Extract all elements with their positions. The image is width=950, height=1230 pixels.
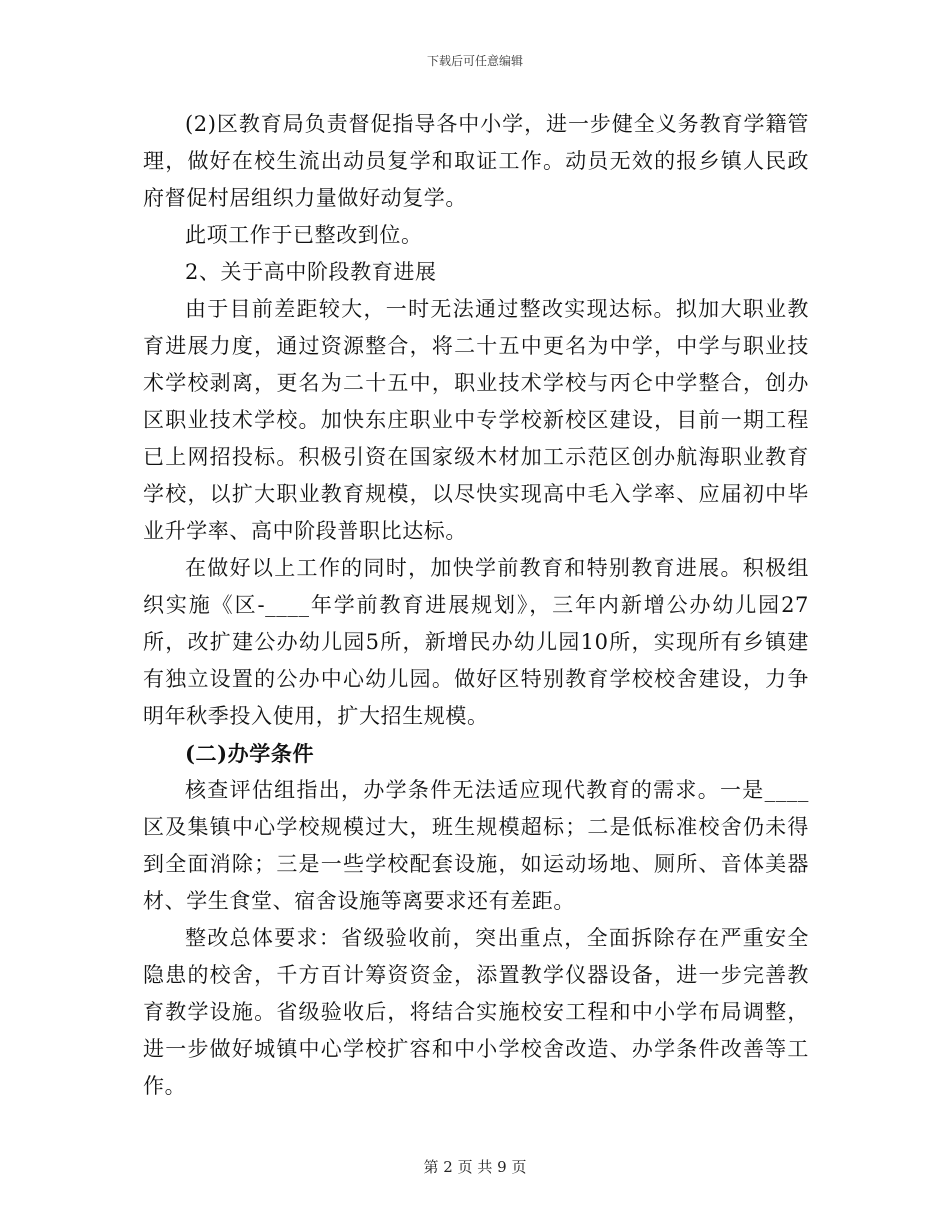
paragraph-student-registration: (2)区教育局负责督促指导各中小学，进一步健全义务教育学籍管理，做好在校生流出动员复学和取证工作。动员无效的报乡镇人民政府督促村居组织力量做好动复学。 bbox=[143, 112, 809, 210]
page-number: 第 2 页 共 9 页 bbox=[423, 1158, 527, 1176]
paragraph-assessment-findings: 核查评估组指出，办学条件无法适应现代教育的需求。一是____区及集镇中心学校规模过大，班生规模超标；二是低标准校舍仍未得到全面消除；三是一些学校配套设施，如运动场地、厕所、音体美器材、学生食堂、宿舍设施等离要求还有差距。 bbox=[143, 778, 809, 913]
section-heading-high-school: 2、关于高中阶段教育进展 bbox=[185, 260, 437, 284]
paragraph-rectified-note: 此项工作于已整改到位。 bbox=[185, 223, 423, 247]
page-header: 下载后可任意编辑 bbox=[426, 54, 523, 68]
document-body bbox=[143, 106, 809, 1105]
paragraph-vocational-education: 由于目前差距较大，一时无法通过整改实现达标。拟加大职业教育进展力度，通过资源整合，将二十五中更名为中学，中学与职业技术学校剥离，更名为二十五中，职业技术学校与丙仑中学整合，创办区职业技术学校。加快东庄职业中专学校新校区建设，目前一期工程已上网招投标。积极引资在国家级木材加工示范区创办航海职业教育学校，以扩大职业教育规模，以尽快实现高中毛入学率、应届初中毕业升学率、高中阶段普职比达标。 bbox=[143, 297, 809, 543]
paragraph-preschool-special-education: 在做好以上工作的同时，加快学前教育和特别教育进展。积极组织实施《区-____年学前教育进展规划》，三年内新增公办幼儿园27所，改扩建公办幼儿园5所，新增民办幼儿园10所，实现所有乡镇建有独立设置的公办中心幼儿园。做好区特别教育学校校舍建设，力争明年秋季投入使用，扩大招生规模。 bbox=[143, 556, 809, 728]
section-heading-school-conditions: (二)办学条件 bbox=[185, 741, 315, 766]
paragraph-rectification-requirements: 整改总体要求：省级验收前，突出重点，全面拆除存在严重安全隐患的校舍，千方百计筹资资金，添置教学仪器设备，进一步完善教育教学设施。省级验收后，将结合实施校安工程和中小学布局调整，进一步做好城镇中心学校扩容和中小学校舍改造、办学条件改善等工作。 bbox=[143, 926, 809, 1098]
